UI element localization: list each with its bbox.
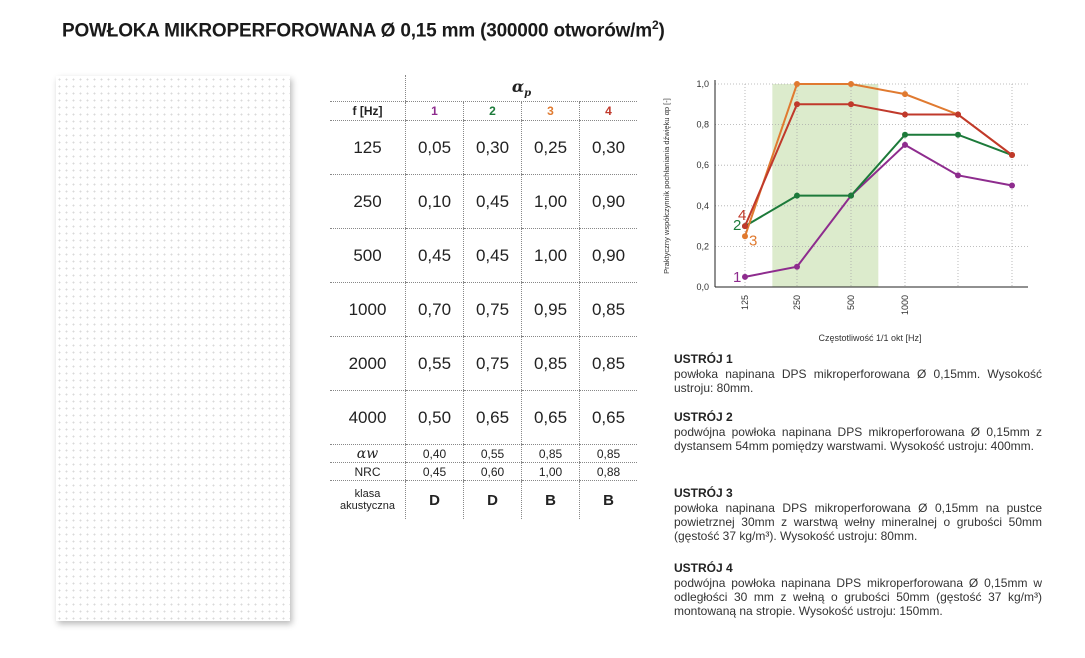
ustroj-heading: USTRÓJ 1 <box>674 352 733 366</box>
table-cell: B <box>522 481 580 520</box>
table-cell: 0,85 <box>580 445 638 463</box>
table-cell: 0,85 <box>522 445 580 463</box>
freq-header: f [Hz] <box>330 102 406 121</box>
data-point <box>902 132 908 138</box>
freq-cell: 500 <box>330 229 406 283</box>
table-cell: 0,55 <box>406 337 464 391</box>
table-row <box>330 283 637 337</box>
ustroj-body: powłoka napinana DPS mikroperforowana Ø 0,15mm. Wysokość ustroju: 80mm. <box>674 367 1042 395</box>
ustroj-heading: USTRÓJ 4 <box>674 561 733 575</box>
table-cell: 0,65 <box>580 391 638 445</box>
freq-cell: 1000 <box>330 283 406 337</box>
ustroj-heading: USTRÓJ 2 <box>674 410 733 424</box>
data-point <box>848 81 854 87</box>
klasa-label: klasa akustyczna <box>339 488 396 512</box>
ustroj-body: powłoka napinana DPS mikroperforowana Ø 0,15mm na pustce powietrznej 30mm z warstwą wełny mineralnej o grubości 50mm (gęstość 37 kg/m³). Wysokość ustroju: 80mm. <box>674 501 1042 543</box>
x-tick-label: 250 <box>792 295 802 311</box>
data-point <box>848 193 854 199</box>
freq-cell: 250 <box>330 175 406 229</box>
table-cell: 0,88 <box>580 463 638 481</box>
freq-cell: 2000 <box>330 337 406 391</box>
table-cell: 0,25 <box>522 121 580 175</box>
col-header-2: 2 <box>464 102 522 121</box>
y-tick-label: 0,0 <box>696 282 709 292</box>
table-cell: 1,00 <box>522 229 580 283</box>
table-cell: 0,60 <box>464 463 522 481</box>
ustroj-description-2 <box>674 410 1042 453</box>
table-cell: 0,30 <box>580 121 638 175</box>
table-cell: 0,90 <box>580 229 638 283</box>
table-cell: 0,95 <box>522 283 580 337</box>
col-header-4: 4 <box>580 102 638 121</box>
table-cell: 0,10 <box>406 175 464 229</box>
table-cell: 0,40 <box>406 445 464 463</box>
nrc-label: NRC <box>330 463 406 481</box>
table-cell: 0,55 <box>464 445 522 463</box>
ustroj-description-3 <box>674 486 1042 543</box>
data-point <box>955 111 961 117</box>
table-row <box>330 391 637 445</box>
alpha-header: $\alpha_p$ <box>406 75 638 102</box>
table-cell: 1,00 <box>522 463 580 481</box>
freq-cell: 4000 <box>330 391 406 445</box>
nrc-row <box>330 463 637 481</box>
aw-label: αw <box>330 445 406 463</box>
series-label-3: 3 <box>749 232 758 250</box>
table-row <box>330 175 637 229</box>
y-tick-label: 0,2 <box>696 241 709 252</box>
absorption-table <box>330 75 637 519</box>
ustroj-description-4 <box>674 561 1042 618</box>
ustroj-body: podwójna powłoka napinana DPS mikroperforowana Ø 0,15mm w odległości 30 mm z wełną o grubości 50mm (gęstość 37 kg/m³) montowaną na stropie. Wysokość ustroju: 150mm. <box>674 576 1042 618</box>
x-axis-label: Częstotliwość 1/1 okt [Hz] <box>818 333 922 343</box>
data-point <box>794 101 800 107</box>
col-header-3: 3 <box>522 102 580 121</box>
freq-cell: 125 <box>330 121 406 175</box>
series-label-1: 1 <box>733 268 742 286</box>
data-point <box>902 142 908 148</box>
absorption-chart <box>655 70 1050 350</box>
data-point <box>1009 183 1015 189</box>
ustroj-body: podwójna powłoka napinana DPS mikroperforowana Ø 0,15mm z dystansem 54mm pomiędzy warstwami. Wysokość ustroju: 400mm. <box>674 425 1042 453</box>
data-point <box>794 264 800 270</box>
column-header-row <box>330 102 637 121</box>
data-point <box>742 233 748 239</box>
table-cell: D <box>464 481 522 520</box>
table-cell: 0,85 <box>522 337 580 391</box>
table-cell: 0,45 <box>464 175 522 229</box>
y-tick-label: 0,6 <box>696 160 709 171</box>
table-cell: 0,45 <box>406 229 464 283</box>
x-tick-label: 125 <box>740 295 750 311</box>
ustroj-description-1 <box>674 352 1042 395</box>
table-cell: 0,75 <box>464 283 522 337</box>
table-cell: 0,85 <box>580 283 638 337</box>
table-row <box>330 121 637 175</box>
table-cell: 1,00 <box>522 175 580 229</box>
page-title: POWŁOKA MIKROPERFOROWANA Ø 0,15 mm (300000 otworów/$m^2$) <box>62 18 665 42</box>
y-axis-label: Praktyczny współczynnik pochłaniania dźwięku αp [-] <box>662 98 671 274</box>
data-point <box>955 132 961 138</box>
klasa-row <box>330 481 637 520</box>
y-tick-label: 0,8 <box>696 119 709 130</box>
table-cell: B <box>580 481 638 520</box>
series-label-2: 2 <box>733 217 742 235</box>
table-cell: 0,70 <box>406 283 464 337</box>
x-tick-label: 500 <box>846 295 856 311</box>
table-cell: 0,50 <box>406 391 464 445</box>
data-point <box>742 274 748 280</box>
aw-row <box>330 445 637 463</box>
table-cell: 0,65 <box>522 391 580 445</box>
material-sample-image <box>56 76 290 621</box>
col-header-1: 1 <box>406 102 464 121</box>
data-point <box>794 193 800 199</box>
y-tick-label: 0,4 <box>696 200 709 211</box>
x-tick-label: 1000 <box>900 295 910 316</box>
data-point <box>794 81 800 87</box>
table-cell: 0,45 <box>464 229 522 283</box>
data-point <box>902 91 908 97</box>
table-cell: 0,05 <box>406 121 464 175</box>
table-cell: D <box>406 481 464 520</box>
table-cell: 0,45 <box>406 463 464 481</box>
series-label-4: 4 <box>738 207 747 225</box>
table-row <box>330 229 637 283</box>
table-cell: 0,90 <box>580 175 638 229</box>
table-row <box>330 337 637 391</box>
table-cell: 0,65 <box>464 391 522 445</box>
table-cell: 0,85 <box>580 337 638 391</box>
ustroj-heading: USTRÓJ 3 <box>674 486 733 500</box>
data-point <box>1009 152 1015 158</box>
table-cell: 0,75 <box>464 337 522 391</box>
table-cell: 0,30 <box>464 121 522 175</box>
data-point <box>955 172 961 178</box>
y-tick-label: 1,0 <box>696 79 709 89</box>
data-point <box>848 101 854 107</box>
data-point <box>902 111 908 117</box>
